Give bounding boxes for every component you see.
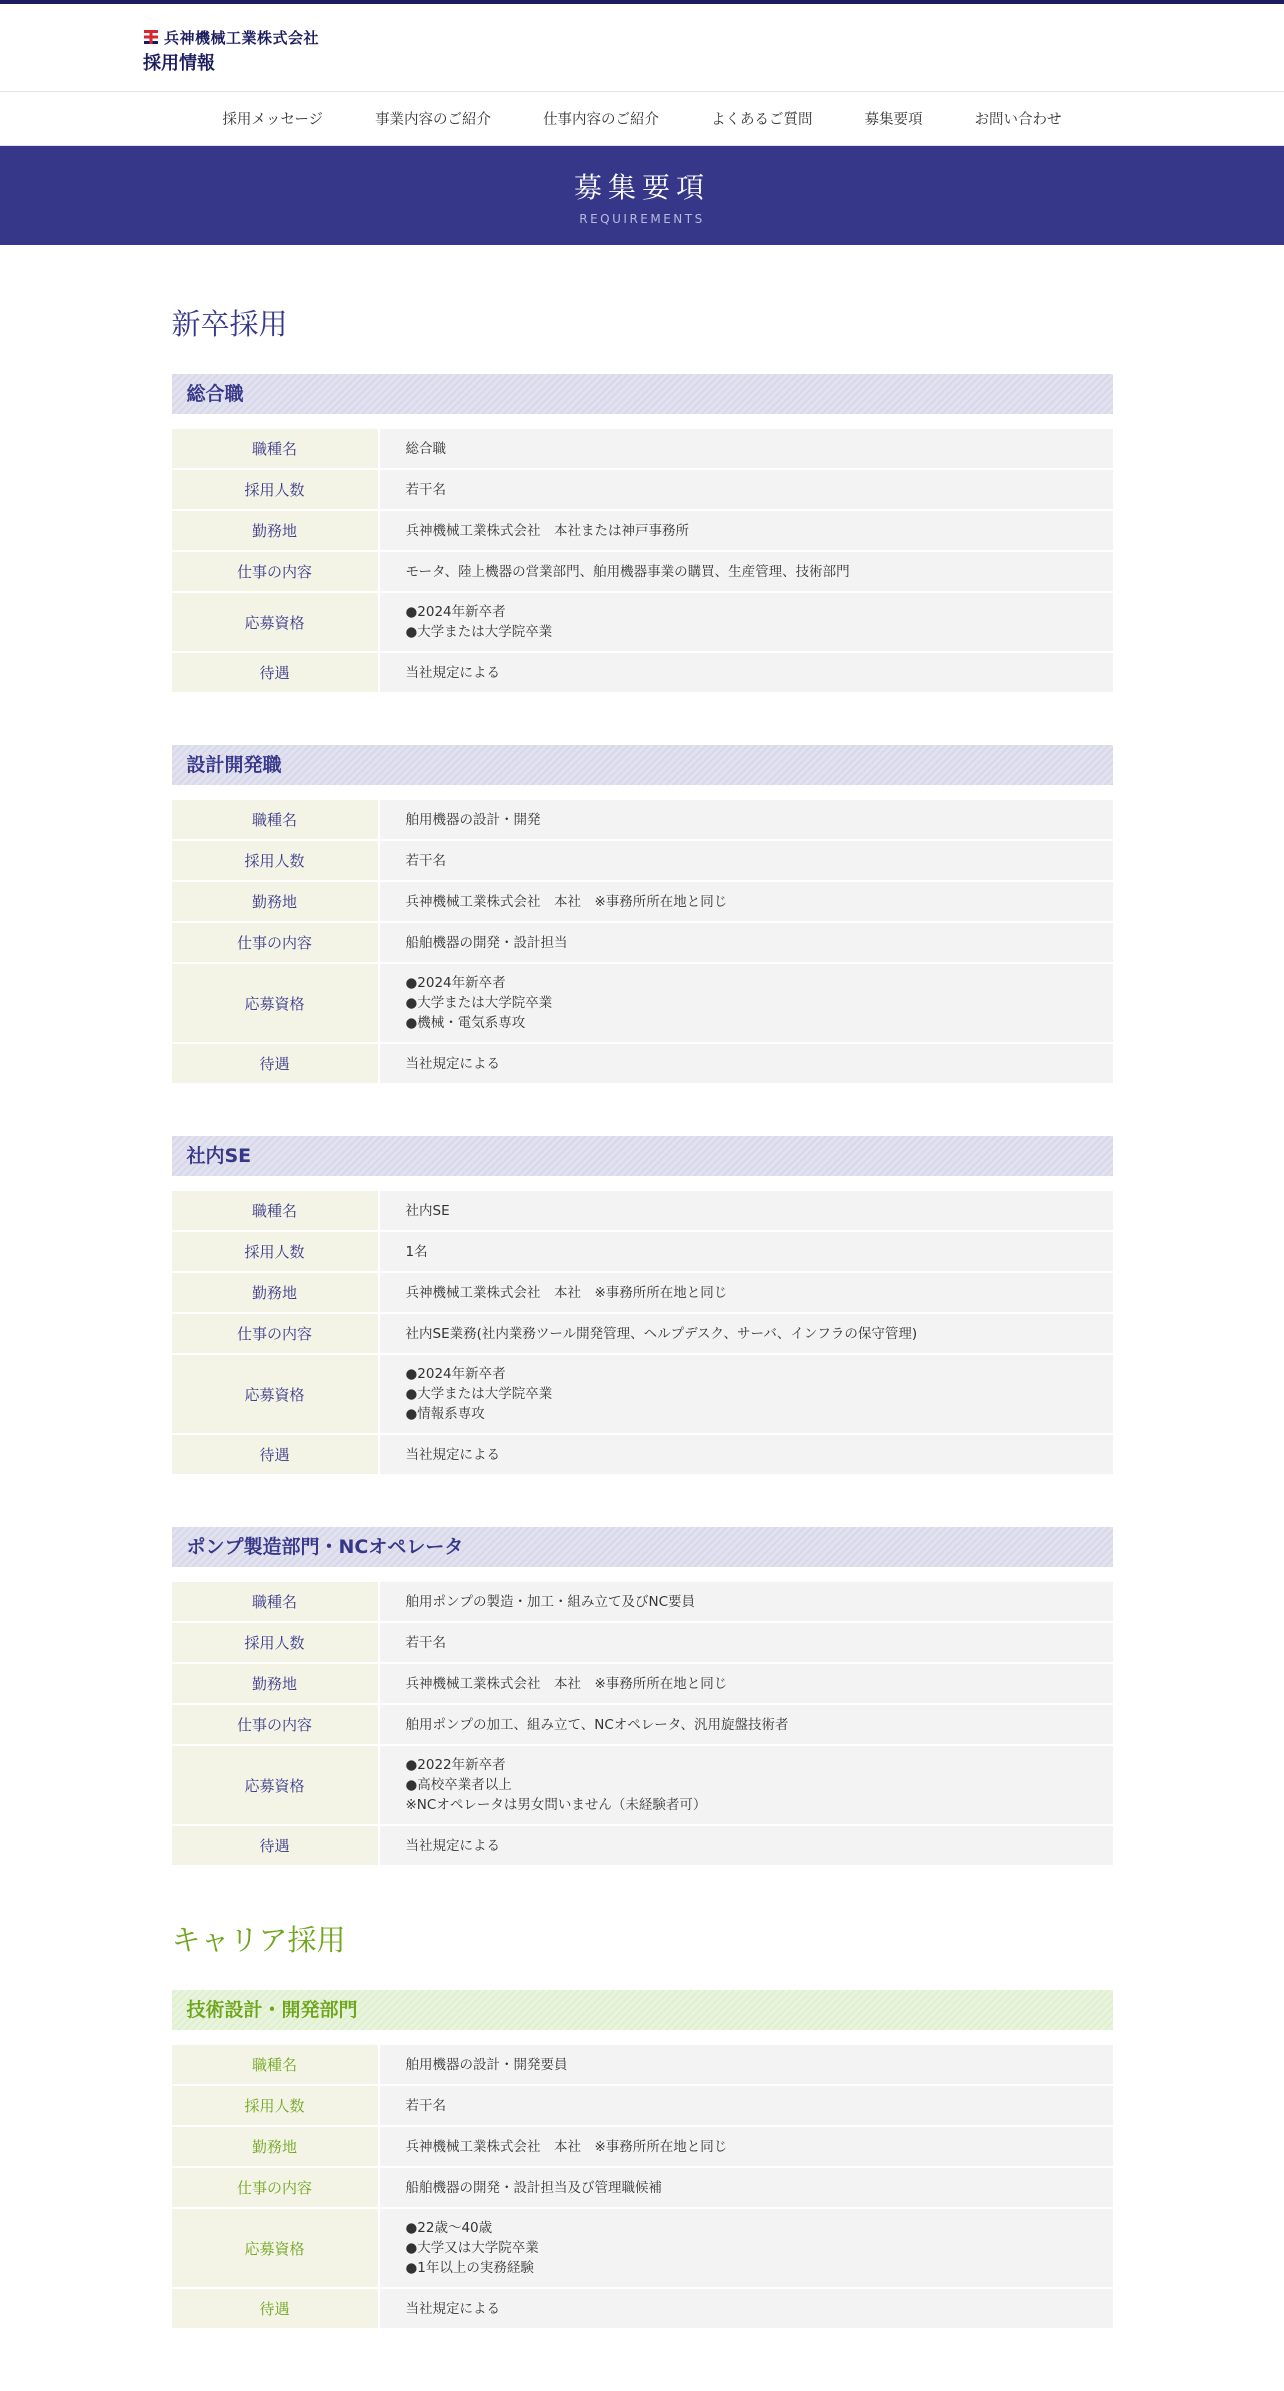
job-row-work — [172, 1705, 1113, 1746]
job-value-count: 1名 — [378, 1232, 1113, 1273]
job-value-work: 船舶機器の開発・設計担当及び管理職候補 — [378, 2168, 1113, 2209]
job-row-benefit — [172, 1044, 1113, 1085]
global-nav — [0, 92, 1284, 146]
job-label-benefit: 待遇 — [172, 2289, 378, 2330]
job-row-location — [172, 2127, 1113, 2168]
qualification-item: ●大学または大学院卒業 — [405, 1386, 553, 1402]
job-row-count — [172, 1232, 1113, 1273]
job-block — [172, 374, 1113, 694]
job-label-work: 仕事の内容 — [172, 923, 378, 964]
job-value-count: 若干名 — [378, 1623, 1113, 1664]
job-title: ポンプ製造部門・NCオペレータ — [172, 1527, 1113, 1567]
job-value-position: 舶用機器の設計・開発 — [378, 800, 1113, 841]
job-label-qualification: 応募資格 — [172, 2209, 378, 2289]
job-label-qualification: 応募資格 — [172, 1746, 378, 1826]
job-row-position — [172, 1582, 1113, 1623]
job-value-position: 総合職 — [378, 429, 1113, 470]
job-row-location — [172, 1273, 1113, 1314]
nav-faq[interactable]: よくあるご質問 — [711, 112, 813, 128]
job-label-count: 採用人数 — [172, 2086, 378, 2127]
job-label-count: 採用人数 — [172, 1623, 378, 1664]
job-value-qualification — [378, 1746, 1113, 1826]
nav-requirements[interactable]: 募集要項 — [864, 112, 923, 128]
qualification-item: ●大学または大学院卒業 — [405, 995, 553, 1011]
job-table — [172, 2045, 1113, 2330]
job-value-qualification — [378, 1355, 1113, 1435]
qualification-item: ●高校卒業者以上 — [405, 1777, 512, 1793]
job-value-count: 若干名 — [378, 841, 1113, 882]
job-value-position: 社内SE — [378, 1191, 1113, 1232]
job-label-count: 採用人数 — [172, 470, 378, 511]
job-row-count — [172, 1623, 1113, 1664]
page-banner — [0, 146, 1284, 245]
job-value-qualification — [378, 593, 1113, 653]
job-row-benefit — [172, 2289, 1113, 2330]
job-block — [172, 1136, 1113, 1476]
job-label-location: 勤務地 — [172, 1273, 378, 1314]
job-label-location: 勤務地 — [172, 1664, 378, 1705]
job-value-benefit: 当社規定による — [378, 653, 1113, 694]
site-subtitle: 採用情報 — [143, 53, 215, 74]
job-table — [172, 1191, 1113, 1476]
nav-business[interactable]: 事業内容のご紹介 — [375, 112, 492, 128]
job-row-qualification — [172, 964, 1113, 1044]
job-label-work: 仕事の内容 — [172, 1705, 378, 1746]
job-table — [172, 429, 1113, 694]
job-value-count: 若干名 — [378, 2086, 1113, 2127]
job-value-work: 船舶機器の開発・設計担当 — [378, 923, 1113, 964]
job-label-position: 職種名 — [172, 1582, 378, 1623]
job-value-benefit: 当社規定による — [378, 1826, 1113, 1867]
job-label-work: 仕事の内容 — [172, 552, 378, 593]
job-row-benefit — [172, 1826, 1113, 1867]
job-label-benefit: 待遇 — [172, 1435, 378, 1476]
job-label-position: 職種名 — [172, 1191, 378, 1232]
company-logo-icon — [143, 29, 159, 45]
job-row-count — [172, 2086, 1113, 2127]
job-row-position — [172, 2045, 1113, 2086]
qualification-item: ●大学又は大学院卒業 — [405, 2240, 539, 2256]
job-row-position — [172, 800, 1113, 841]
job-value-location: 兵神機械工業株式会社 本社 ※事務所所在地と同じ — [378, 882, 1113, 923]
main-content — [172, 245, 1113, 2391]
job-row-position — [172, 429, 1113, 470]
career-section — [172, 1918, 1113, 2330]
job-row-benefit — [172, 1435, 1113, 1476]
job-title: 総合職 — [172, 374, 1113, 414]
job-label-location: 勤務地 — [172, 511, 378, 552]
job-value-location: 兵神機械工業株式会社 本社または神戸事務所 — [378, 511, 1113, 552]
qualification-item: ●情報系専攻 — [405, 1406, 485, 1422]
job-label-qualification: 応募資格 — [172, 1355, 378, 1435]
job-label-position: 職種名 — [172, 429, 378, 470]
job-row-qualification — [172, 1355, 1113, 1435]
job-label-work: 仕事の内容 — [172, 1314, 378, 1355]
job-value-position: 舶用ポンプの製造・加工・組み立て及びNC要員 — [378, 1582, 1113, 1623]
job-value-location: 兵神機械工業株式会社 本社 ※事務所所在地と同じ — [378, 1664, 1113, 1705]
qualification-item: ●22歳～40歳 — [405, 2220, 493, 2236]
qualification-item: ●大学または大学院卒業 — [405, 624, 553, 640]
job-value-work: 舶用ポンプの加工、組み立て、NCオペレータ、汎用旋盤技術者 — [378, 1705, 1113, 1746]
page-subtitle: REQUIREMENTS — [579, 212, 705, 226]
qualification-item: ●機械・電気系専攻 — [405, 1015, 526, 1031]
job-value-benefit: 当社規定による — [378, 2289, 1113, 2330]
job-label-position: 職種名 — [172, 2045, 378, 2086]
job-label-position: 職種名 — [172, 800, 378, 841]
job-row-qualification — [172, 2209, 1113, 2289]
job-value-work: 社内SE業務(社内業務ツール開発管理、ヘルプデスク、サーバ、インフラの保守管理) — [378, 1314, 1113, 1355]
job-row-location — [172, 511, 1113, 552]
job-block — [172, 1527, 1113, 1867]
qualification-item: ●2024年新卒者 — [405, 975, 506, 991]
career-title: キャリア採用 — [171, 1923, 346, 1957]
career-jobs — [172, 1990, 1113, 2330]
job-title: 社内SE — [172, 1136, 1113, 1176]
job-table — [172, 800, 1113, 1085]
job-value-qualification — [378, 964, 1113, 1044]
job-label-location: 勤務地 — [172, 2127, 378, 2168]
qualification-item: ●1年以上の実務経験 — [405, 2260, 534, 2276]
job-row-location — [172, 1664, 1113, 1705]
job-row-work — [172, 1314, 1113, 1355]
new-grad-title: 新卒採用 — [171, 307, 288, 341]
nav-message[interactable]: 採用メッセージ — [222, 112, 324, 128]
job-block — [172, 1990, 1113, 2330]
company-name: 兵神機械工業株式会社 — [164, 28, 320, 47]
job-row-work — [172, 923, 1113, 964]
new-grad-jobs — [172, 374, 1113, 1867]
page-title: 募集要項 — [573, 171, 710, 204]
job-table — [172, 1582, 1113, 1867]
job-title: 設計開発職 — [172, 745, 1113, 785]
job-value-qualification — [378, 2209, 1113, 2289]
nav-work[interactable]: 仕事内容のご紹介 — [543, 112, 660, 128]
qualification-item: ●2024年新卒者 — [405, 604, 506, 620]
job-value-count: 若干名 — [378, 470, 1113, 511]
job-row-count — [172, 841, 1113, 882]
job-row-location — [172, 882, 1113, 923]
job-block — [172, 745, 1113, 1085]
new-grad-section — [172, 302, 1113, 1867]
job-value-position: 舶用機器の設計・開発要員 — [378, 2045, 1113, 2086]
qualification-item: ※NCオペレータは男女問いません（未経験者可） — [405, 1797, 707, 1813]
job-label-qualification: 応募資格 — [172, 964, 378, 1044]
job-row-work — [172, 552, 1113, 593]
job-label-count: 採用人数 — [172, 841, 378, 882]
job-value-location: 兵神機械工業株式会社 本社 ※事務所所在地と同じ — [378, 2127, 1113, 2168]
job-label-benefit: 待遇 — [172, 1044, 378, 1085]
job-label-qualification: 応募資格 — [172, 593, 378, 653]
job-title: 技術設計・開発部門 — [172, 1990, 1113, 2030]
site-header — [0, 4, 1284, 92]
job-label-benefit: 待遇 — [172, 1826, 378, 1867]
job-value-work: モータ、陸上機器の営業部門、舶用機器事業の購買、生産管理、技術部門 — [378, 552, 1113, 593]
job-label-count: 採用人数 — [172, 1232, 378, 1273]
job-row-qualification — [172, 593, 1113, 653]
job-label-location: 勤務地 — [172, 882, 378, 923]
qualification-item: ●2024年新卒者 — [405, 1366, 506, 1382]
job-row-count — [172, 470, 1113, 511]
job-row-qualification — [172, 1746, 1113, 1826]
job-value-benefit: 当社規定による — [378, 1435, 1113, 1476]
site-logo[interactable] — [143, 26, 319, 75]
job-value-location: 兵神機械工業株式会社 本社 ※事務所所在地と同じ — [378, 1273, 1113, 1314]
job-row-position — [172, 1191, 1113, 1232]
job-value-benefit: 当社規定による — [378, 1044, 1113, 1085]
job-row-work — [172, 2168, 1113, 2209]
job-label-work: 仕事の内容 — [172, 2168, 378, 2209]
qualification-item: ●2022年新卒者 — [405, 1757, 506, 1773]
nav-contact[interactable]: お問い合わせ — [974, 112, 1062, 128]
job-row-benefit — [172, 653, 1113, 694]
job-label-benefit: 待遇 — [172, 653, 378, 694]
